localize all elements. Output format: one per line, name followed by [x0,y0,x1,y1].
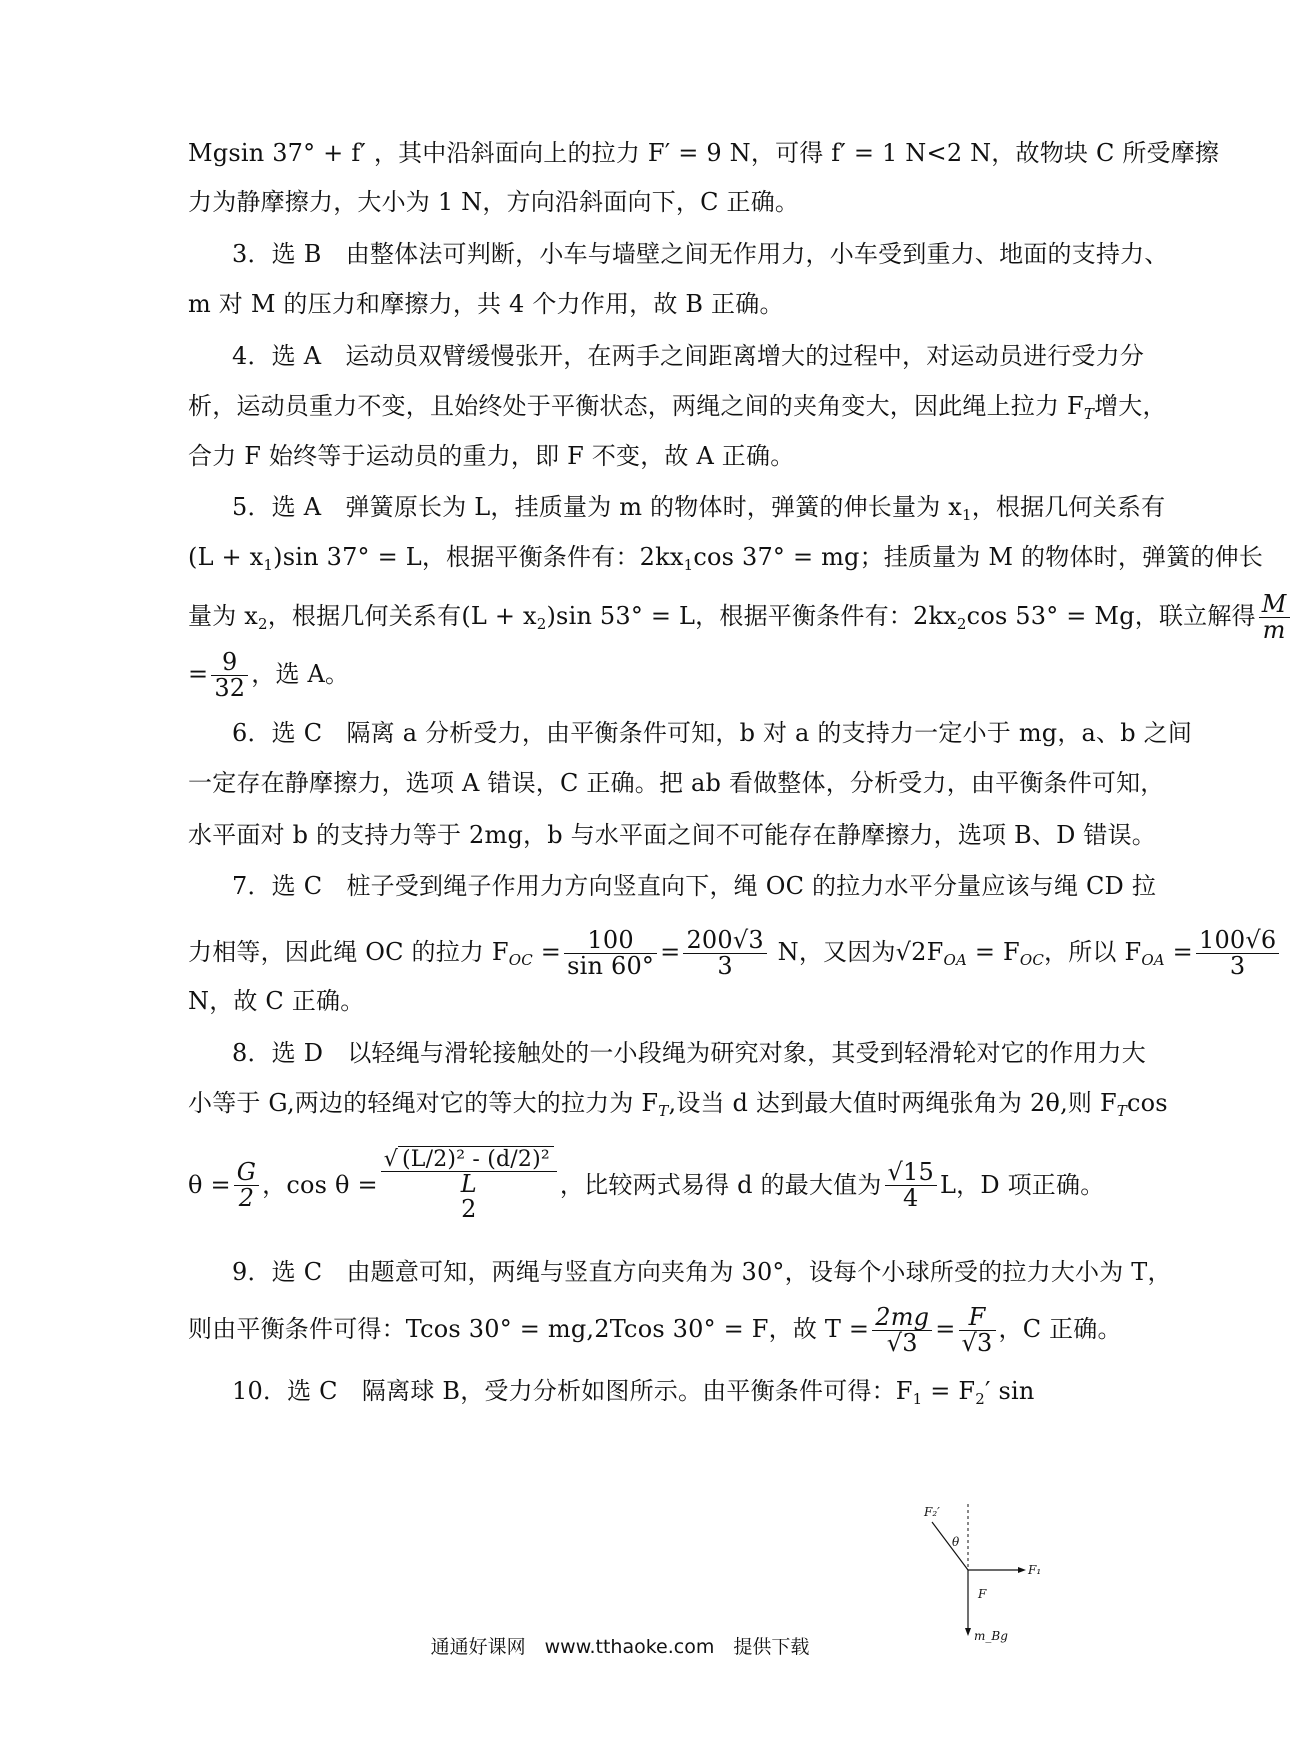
label-F1: F₁ [1028,1563,1042,1577]
fraction: $\frac{9}{32}$ [211,650,248,701]
text-line: 量为 $x_2$，根据几何关系有$(L + x_2)\sin$ 53° = L，根据平衡条件有：$2kx_2\cos$ 53° = Mg，联立解得 $\frac{M}{m}$ [188,592,1060,643]
fraction: $\frac{√15}{4}$ [885,1160,937,1211]
text-line: $(L + x_1)\sin$ 37° = L，根据平衡条件有：$2kx_1\cos$ 37° = mg；挂质量为 M 的物体时，弹簧的伸长 [188,543,1264,574]
label-mBg: m_Bg [974,1629,1008,1643]
answer-6-line: 6．选 C 隔离 a 分析受力，由平衡条件可知，b 对 a 的支持力一定小于 mg，a、b 之间 [232,719,1193,747]
fraction: $\frac{M}{m}$ [1259,592,1290,643]
label-theta: θ [952,1535,960,1549]
fraction: $\frac{100}{\sin 60^\circ}$ [564,928,657,979]
text-line: N，故 C 正确。 [188,987,365,1015]
text-line: 力为静摩擦力，大小为 1 N，方向沿斜面向下，C 正确。 [188,188,800,216]
text-line: m 对 M 的压力和摩擦力，共 4 个力作用，故 B 正确。 [188,290,784,318]
footer-watermark: 通通好课网 www.tthaoke.com 提供下载 [430,1636,810,1658]
text-line: θ = $\frac{G}{2}$ ，cos θ = √ (L/2)² - (d/2)² L 2 ，比较两式易得 d 的最大值为 $\frac{√15}{4}$ L，D 项正确。 [188,1147,1105,1224]
answer-9-line: 9．选 C 由题意可知，两绳与竖直方向夹角为 30°，设每个小球所受的拉力大小为 T， [232,1258,1172,1286]
answer-5-line: 5．选 A 弹簧原长为 L，挂质量为 m 的物体时，弹簧的伸长量为 $x_1$，根据几何关系有 [232,493,1166,524]
text-line: 力相等，因此绳 OC 的拉力 $F_{OC}$ = $\frac{100}{\sin 60^\circ}$ = $\frac{200√3}{3}$ N，又因为$√2F_{OA} = F_{OC}$，所以 $F_{OA}$ = $\frac{100√6}{3}$ [188,928,1060,979]
text-line: = $\frac{9}{32}$ ，选 A。 [188,648,350,703]
fraction: $\frac{200√3}{3}$ [683,928,766,979]
answer-4-line: 4．选 A 运动员双臂缓慢张开，在两手之间距离增大的过程中，对运动员进行受力分 [232,342,1145,370]
text-line: Mgsin 37° + f′ ，其中沿斜面向上的拉力 F′ = 9 N，可得 f′ = 1 N<2 N，故物块 C 所受摩擦 [188,139,1220,167]
answer-7-line: 7．选 C 桩子受到绳子作用力方向竖直向下，绳 OC 的拉力水平分量应该与绳 CD 拉 [232,872,1157,900]
force-diagram [918,1502,1048,1642]
answer-10-line: 10．选 C 隔离球 B，受力分析如图所示。由平衡条件可得：$F_1 = F_2'$ sin [232,1377,1035,1408]
text-line: 析，运动员重力不变，且始终处于平衡状态，两绳之间的夹角变大，因此绳上拉力 $F_T$增大， [188,392,1167,423]
fraction: $\frac{G}{2}$ [234,1160,259,1211]
answer-8-line: 8．选 D 以轻绳与滑轮接触处的一小段绳为研究对象，其受到轻滑轮对它的作用力大 [232,1039,1146,1067]
label-F2: F₂′ [924,1505,940,1519]
label-F: F [978,1587,987,1601]
fraction: $\frac{2mg}{√3}$ [872,1305,932,1356]
fraction: $\frac{100√6}{3}$ [1196,928,1279,979]
text-line: 小等于 G,两边的轻绳对它的等大的拉力为 $F_T$,设当 d 达到最大值时两绳张角为 2θ,则 $F_T\cos$ [188,1089,1168,1120]
fraction: $\frac{F}{√3}$ [959,1305,996,1356]
text-line: 合力 F 始终等于运动员的重力，即 F 不变，故 A 正确。 [188,442,795,470]
text-line: 水平面对 b 的支持力等于 2mg，b 与水平面之间不可能存在静摩擦力，选项 B、D 错误。 [188,821,1156,849]
answer-3-line: 3．选 B 由整体法可判断，小车与墙壁之间无作用力，小车受到重力、地面的支持力、 [232,240,1169,268]
text-line: 一定存在静摩擦力，选项 A 错误，C 正确。把 ab 看做整体，分析受力，由平衡条件可知， [188,769,1165,797]
text-line: 则由平衡条件可得：Tcos 30° = mg,2Tcos 30° = F，故 T = $\frac{2mg}{√3}$ = $\frac{F}{√3}$ ，C 正确。 [188,1303,1122,1358]
sqrt-fraction: √ (L/2)² - (d/2)² L 2 [381,1148,557,1222]
